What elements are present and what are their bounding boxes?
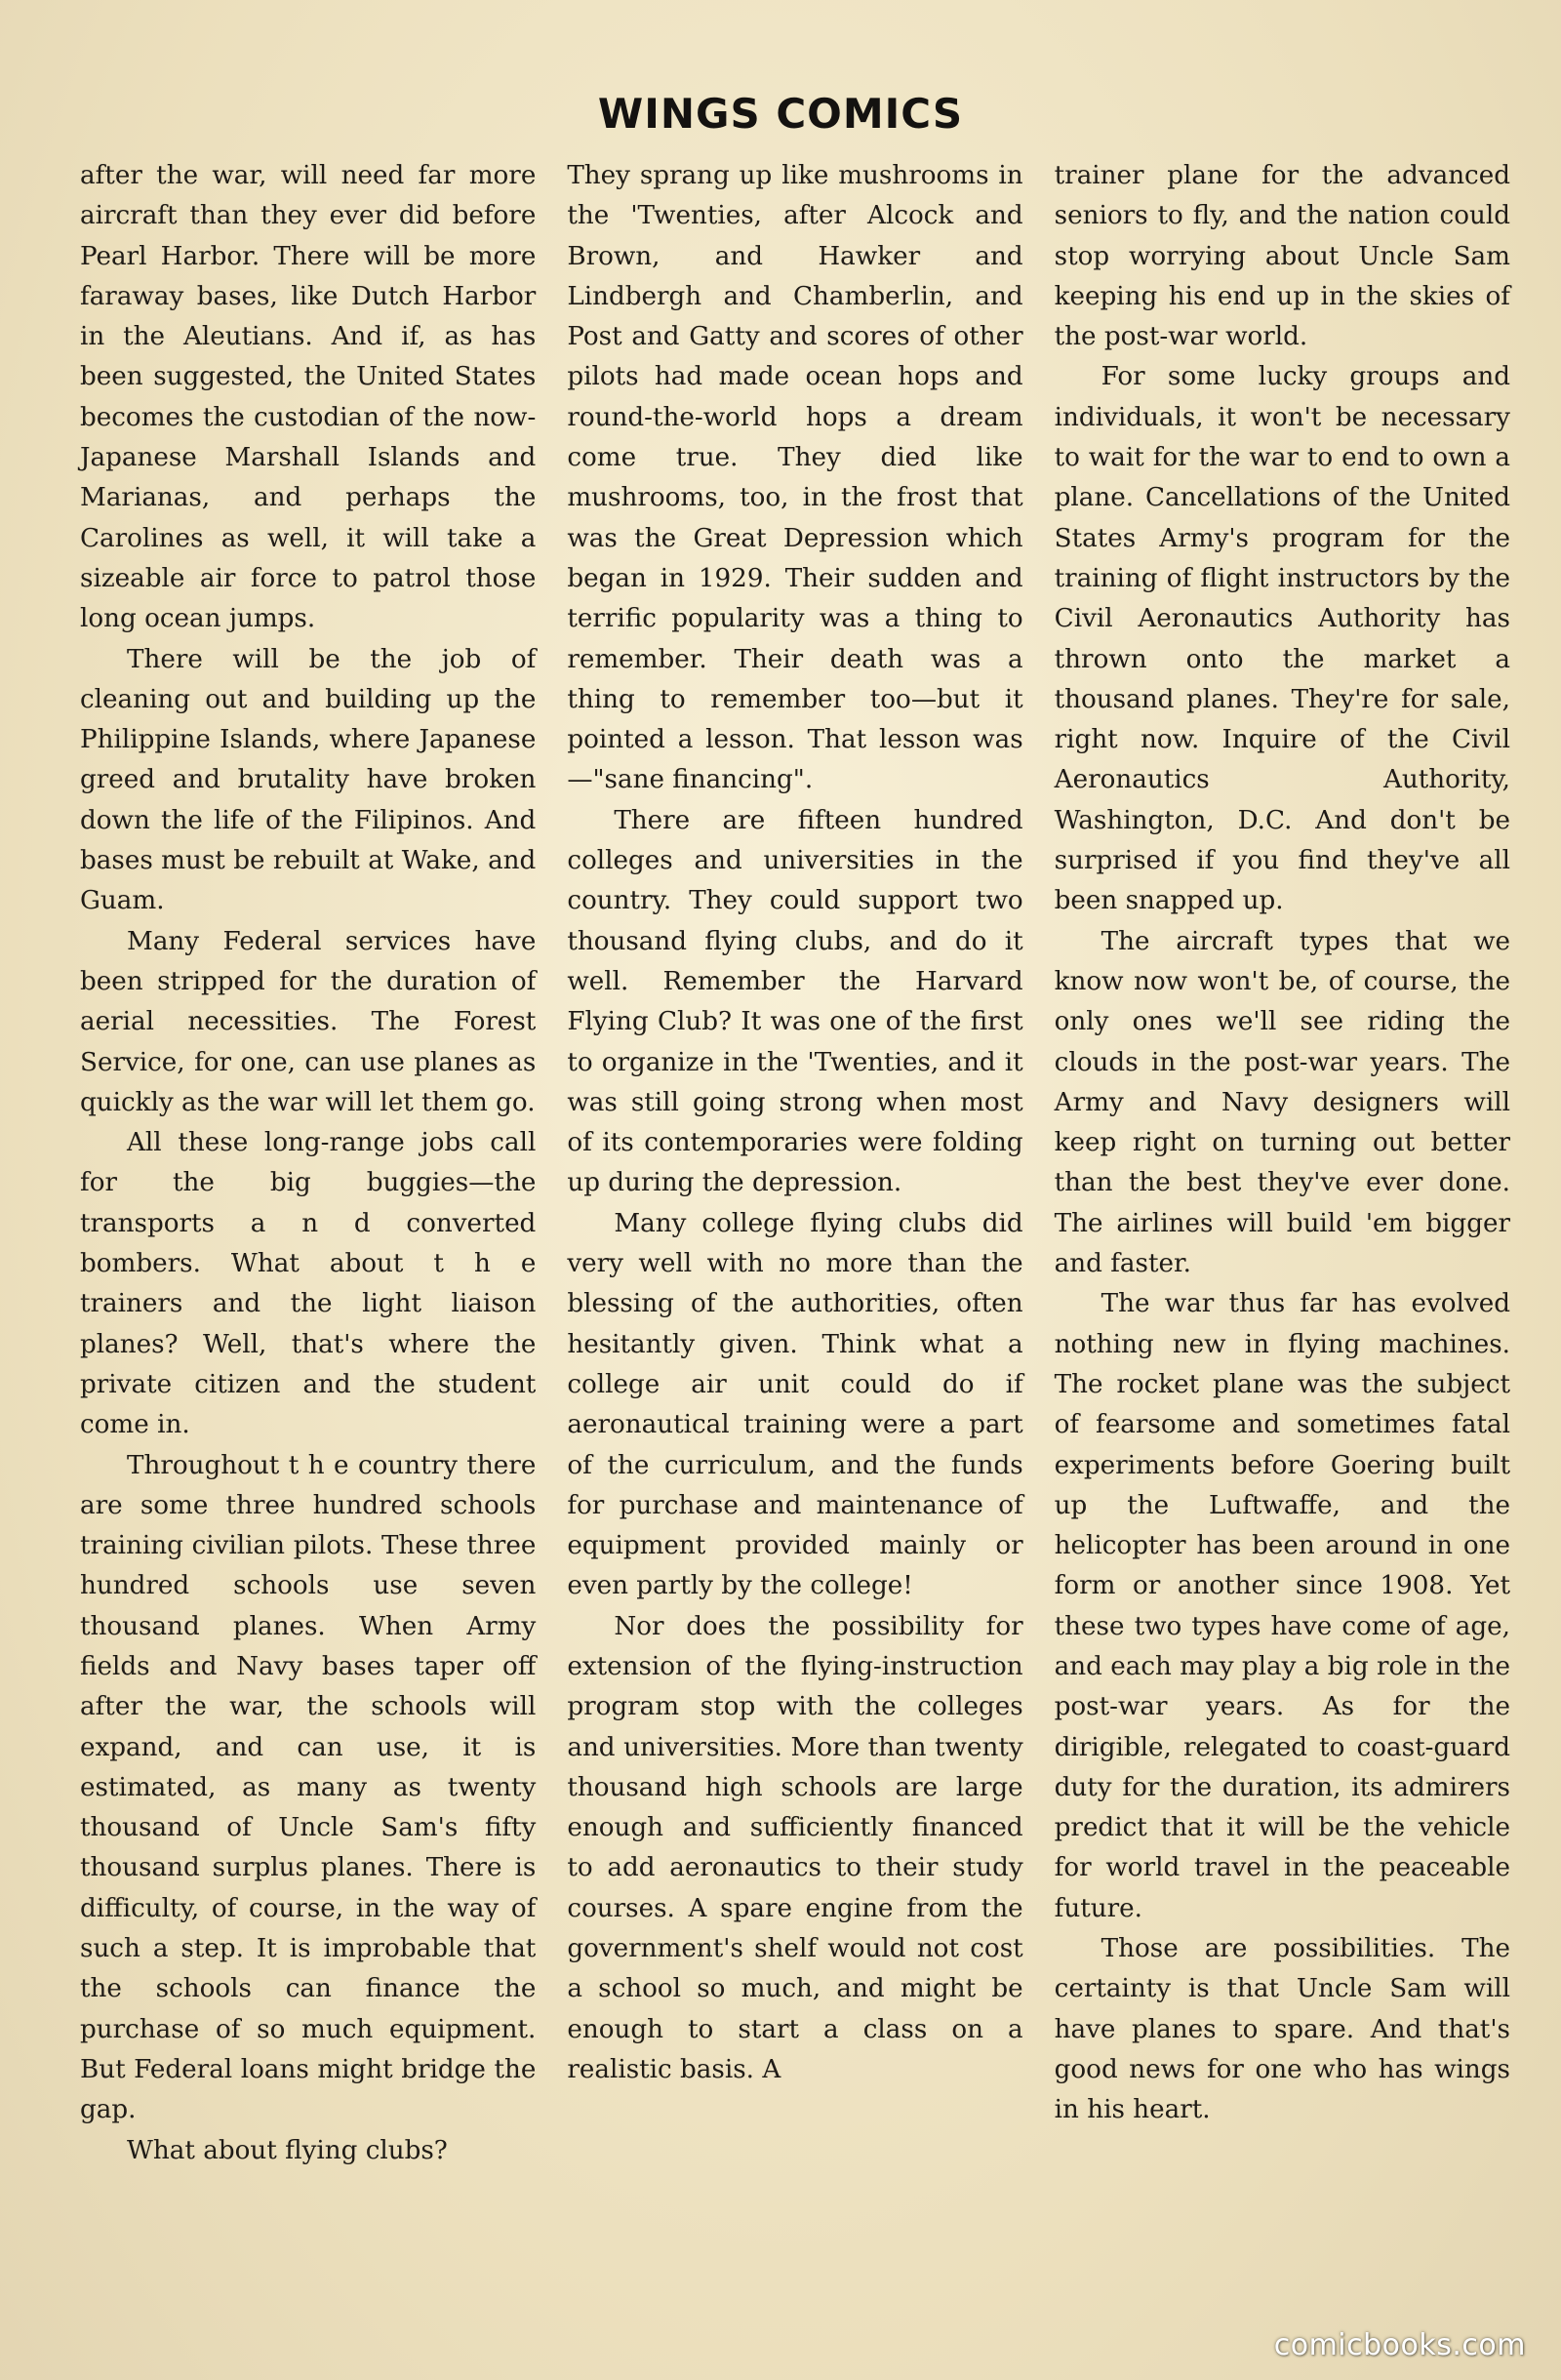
paragraph: What about flying clubs?	[127, 2135, 448, 2165]
watermark: comicbooks.com	[1273, 2328, 1526, 2362]
paragraph: There will be the job of cleaning out and building up the Philippine Islands, where Japanese greed and brutality have broken down the life of the Filipinos. And bases must be rebuilt at Wake, and Guam.	[80, 644, 537, 916]
paragraph: For some lucky groups and individuals, it won't be necessary to wait for the war to end to own a plane. Cancellations of the United States Army's program for the training of flight instructors by the Civil Aeronautics Authority has thrown onto the market a thousand planes. They're for sale, right now. Inquire of the Civil Aeronautics Authority, Washington, D.C. And don't be surprised if you find they've all been snapped up.	[1054, 362, 1510, 916]
paragraph: trainer plane for the advanced seniors to fly, and the nation could stop worrying about Uncle Sam keeping his end up in the skies of the post-war world.	[1054, 161, 1510, 352]
paragraph: Many college flying clubs did very well with no more than the blessing of the authorities, often hesitantly given. Think what a college air unit could do if aeronautical training were a part of the curriculum, and the funds for purchase and maintenance of equipment provided mainly or even partly by the college!	[567, 1208, 1023, 1601]
paragraph: The aircraft types that we know now won't be, of course, the only ones we'll see riding the clouds in the post-war years. The Army and Navy designers will keep right on turning out better than the best they've ever done. The airlines will build 'em bigger and faster.	[1054, 926, 1510, 1279]
column-2	[567, 156, 1022, 2303]
paragraph: Throughout t h e country there are some three hundred schools training civilian pilots. These three hundred schools use seven thousand planes. When Army fields and Navy bases taper off after the war, the schools will expand, and can use, it is estimated, as many as twenty thousand of Uncle Sam's fifty thousand surplus planes. There is difficulty, of course, in the way of such a step. It is improbable that the schools can finance the purchase of so much equipment. But Federal loans might bridge the gap.	[80, 1450, 537, 2125]
article-columns	[80, 156, 1510, 2303]
paragraph: They sprang up like mushrooms in the 'Twenties, after Alcock and Brown, and Hawker and Lindbergh and Chamberlin, and Post and Gatty and scores of other pilots had made ocean hops and round-the-world hops a dream come true. They died like mushrooms, too, in the frost that was the Great Depression which began in 1929. Their sudden and terrific popularity was a thing to remember. Their death was a thing to remember too—but it pointed a lesson. That lesson was—"sane financing".	[567, 161, 1023, 795]
column-3	[1055, 156, 1510, 2303]
paragraph: The war thus far has evolved nothing new in flying machines. The rocket plane was the subject of fearsome and sometimes fatal experiments before Goering built up the Luftwaffe, and the helicopter has been around in one form or another since 1908. Yet these two types have come of age, and each may play a big role in the post-war years. As for the dirigible, relegated to coast-guard duty for the duration, its admirers predict that it will be the vehicle for world travel in the peaceable future.	[1054, 1289, 1510, 1923]
paragraph: Nor does the possibility for extension of the flying-instruction program stop with the colleges and universities. More than twenty thousand high schools are large enough and sufficiently financed to add aeronautics to their study courses. A spare engine from the government's shelf would not cost a school so much, and might be enough to start a class on a realistic basis. A	[567, 1611, 1023, 2084]
paragraph: after the war, will need far more aircraft than they ever did before Pearl Harbor. There will be more faraway bases, like Dutch Harbor in the Aleutians. And if, as has been suggested, the United States becomes the custodian of the now-Japanese Marshall Islands and Marianas, and perhaps the Carolines as well, it will take a sizeable air force to patrol those long ocean jumps.	[80, 161, 537, 634]
paragraph: Many Federal services have been stripped for the duration of aerial necessities. The Forest Service, for one, can use planes as quickly as the war will let them go.	[80, 926, 537, 1117]
paragraph: Those are possibilities. The certainty is that Uncle Sam will have planes to spare. And that's good news for one who has wings in his heart.	[1054, 1934, 1510, 2125]
paragraph: There are fifteen hundred colleges and universities in the country. They could support two thousand flying clubs, and do it well. Remember the Harvard Flying Club? It was one of the first to organize in the 'Twenties, and it was still going strong when most of its contemporaries were folding up during the depression.	[567, 805, 1023, 1198]
paragraph: All these long-range jobs call for the big buggies—the transports a n d converted bombers. What about t h e trainers and the light liaison planes? Well, that's where the private citizen and the student come in.	[80, 1128, 537, 1440]
page-title: WINGS COMICS	[597, 90, 964, 138]
column-1	[80, 156, 536, 2303]
